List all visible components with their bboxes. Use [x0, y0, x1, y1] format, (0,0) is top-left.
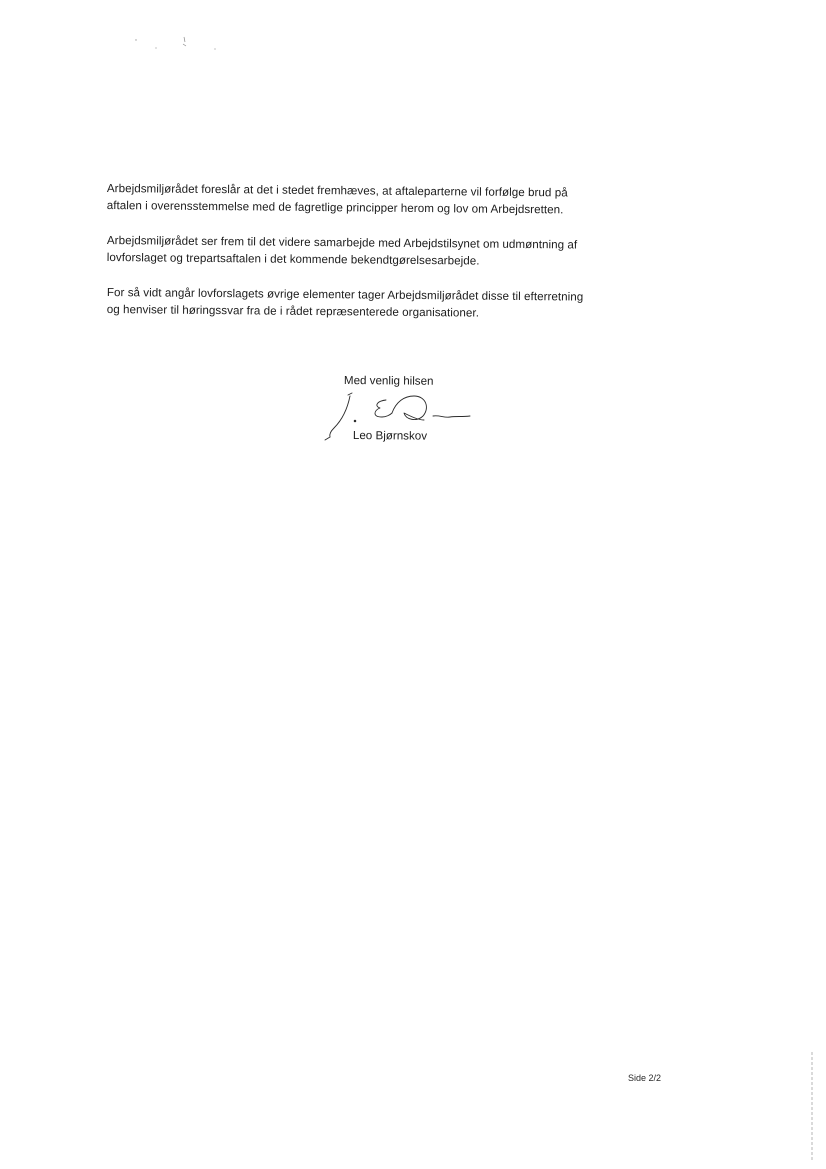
paragraph-1: [107, 180, 647, 219]
paragraph-3: [107, 284, 647, 323]
page-number: Side 2/2: [628, 1073, 662, 1083]
paragraph-2: [107, 232, 647, 271]
signer-name: Leo Bjørnskov: [352, 429, 428, 443]
scan-edge-line: [811, 1052, 813, 1162]
paragraph-2-line-1: Arbejdsmiljørådet ser frem til det videre samarbejde med Arbejdstilsynet om udmøntning af: [106, 233, 578, 252]
closing-greeting: Med venlig hilsen: [343, 374, 434, 388]
paragraph-3-line-1: For så vidt angår lovforslagets øvrige elementer tager Arbejdsmiljørådet disse til efterretning: [106, 285, 584, 304]
paragraph-2-line-2: lovforslaget og trepartsaftalen i det kommende bekendtgørelsesarbejde.: [106, 250, 480, 268]
paragraph-3-line-2: og henviser til høringssvar fra de i rådet repræsenterede organisationer.: [106, 302, 480, 320]
scan-specks: [128, 34, 228, 56]
paragraph-1-line-2: aftalen i overensstemmelse med de fagretlige principper herom og lov om Arbejdsretten.: [106, 198, 564, 217]
paragraph-1-line-1: Arbejdsmiljørådet foreslår at det i stedet fremhæves, at aftaleparterne vil forfølge brud på: [106, 181, 568, 200]
